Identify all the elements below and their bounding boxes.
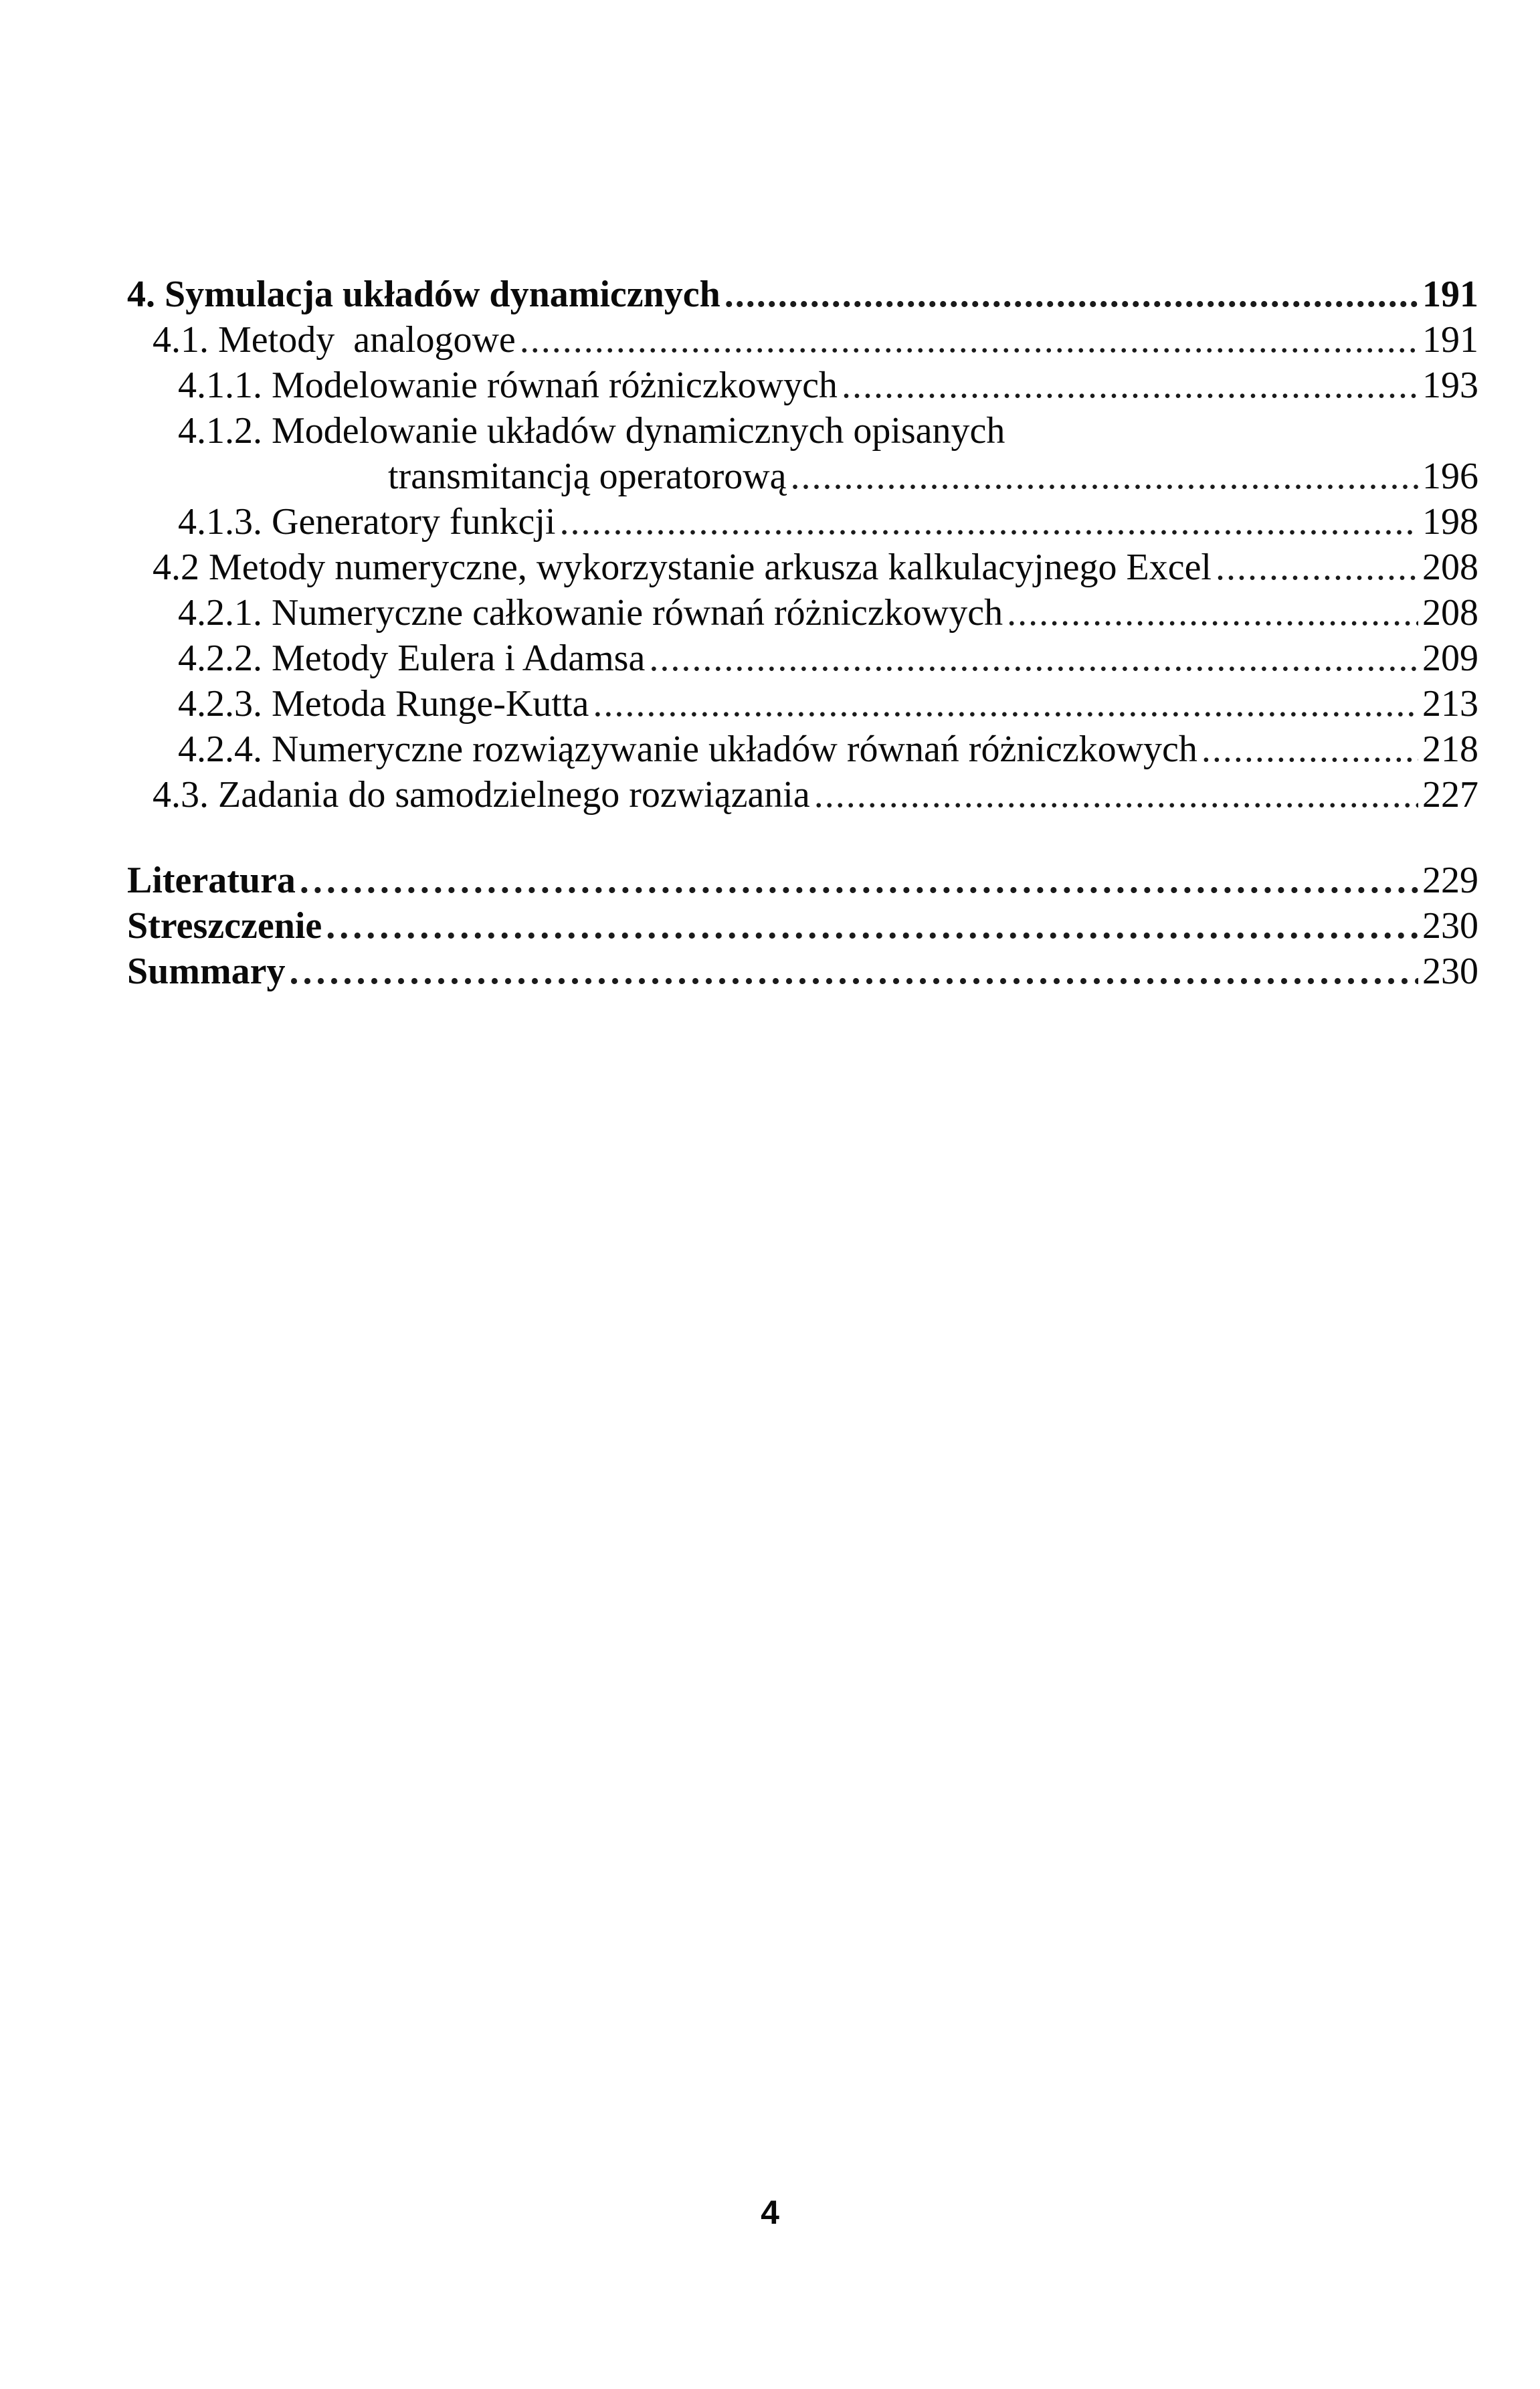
toc-entry-title: 4.3. Zadania do samodzielnego rozwiązania [153,774,810,816]
page-number: 4 [761,2194,779,2231]
dot-leader [300,858,1418,903]
toc-entry-title: 4.2.3. Metoda Runge-Kutta [178,683,589,725]
toc-entry-4-1[interactable] [127,317,1478,363]
dot-leader [1007,590,1418,636]
toc-entry-4-2-3[interactable] [127,681,1478,727]
toc-entry-title: Literatura [127,860,296,901]
dot-leader [791,454,1418,499]
toc-entry-4-2-4[interactable] [127,727,1478,772]
toc-entry-literatura[interactable] [127,858,1478,903]
toc-entry-streszczenie[interactable] [127,903,1478,949]
toc-entry-page: 198 [1422,501,1478,543]
toc-entry-title: 4.2.4. Numeryczne rozwiązywanie układów równań różniczkowych [178,729,1197,770]
toc-entry-title: 4.1. Metody analogowe [153,319,516,361]
toc-entry-chapter-4[interactable] [127,272,1478,317]
toc-entry-title: 4.2 Metody numeryczne, wykorzystanie arkusza kalkulacyjnego Excel [153,547,1212,588]
toc-entry-page: 230 [1422,905,1478,947]
toc-entry-4-1-3[interactable] [127,499,1478,545]
toc-entry-page: 208 [1422,547,1478,588]
toc-entry-title: 4.2.2. Metody Eulera i Adamsa [178,638,646,679]
toc-entry-page: 218 [1422,729,1478,770]
toc-entry-page: 227 [1422,774,1478,816]
toc-entry-4-3[interactable] [127,772,1478,818]
dot-leader [1216,545,1418,590]
toc-entry-4-2-2[interactable] [127,636,1478,681]
dot-leader [520,317,1418,363]
toc-entry-page: 209 [1422,638,1478,679]
toc-entry-4-1-2[interactable] [127,408,1478,499]
dot-leader [649,636,1418,681]
toc-entry-4-2[interactable] [127,545,1478,590]
dot-leader [559,499,1418,545]
toc-entry-title: 4.1.1. Modelowanie równań różniczkowych [178,365,838,406]
section-gap [127,818,1478,858]
dot-leader [725,272,1418,317]
toc-entry-page: 208 [1422,592,1478,634]
toc-entry-title-line1: 4.1.2. Modelowanie układów dynamicznych opisanych [178,410,1005,452]
toc-entry-title-line2: transmitancją operatorową [388,456,787,497]
dot-leader [326,903,1418,949]
table-of-contents [127,272,1478,994]
toc-entry-title: 4. Symulacja układów dynamicznych [127,274,720,315]
toc-entry-title: 4.1.3. Generatory funkcji [178,501,556,543]
dot-leader [814,772,1418,818]
toc-entry-page: 191 [1422,319,1478,361]
toc-entry-page: 230 [1422,951,1478,992]
toc-entry-title: 4.2.1. Numeryczne całkowanie równań różniczkowych [178,592,1003,634]
dot-leader [593,681,1418,727]
dot-leader [842,363,1418,408]
toc-entry-title: Streszczenie [127,905,322,947]
dot-leader [1201,727,1418,772]
toc-entry-page: 213 [1422,683,1478,725]
toc-entry-4-1-1[interactable] [127,363,1478,408]
toc-entry-title: Summary [127,951,286,992]
dot-leader [289,949,1418,994]
toc-entry-page: 193 [1422,365,1478,406]
toc-entry-4-2-1[interactable] [127,590,1478,636]
toc-entry-summary[interactable] [127,949,1478,994]
toc-entry-page: 229 [1422,860,1478,901]
toc-entry-page: 196 [1422,456,1478,497]
toc-entry-page: 191 [1422,274,1478,315]
